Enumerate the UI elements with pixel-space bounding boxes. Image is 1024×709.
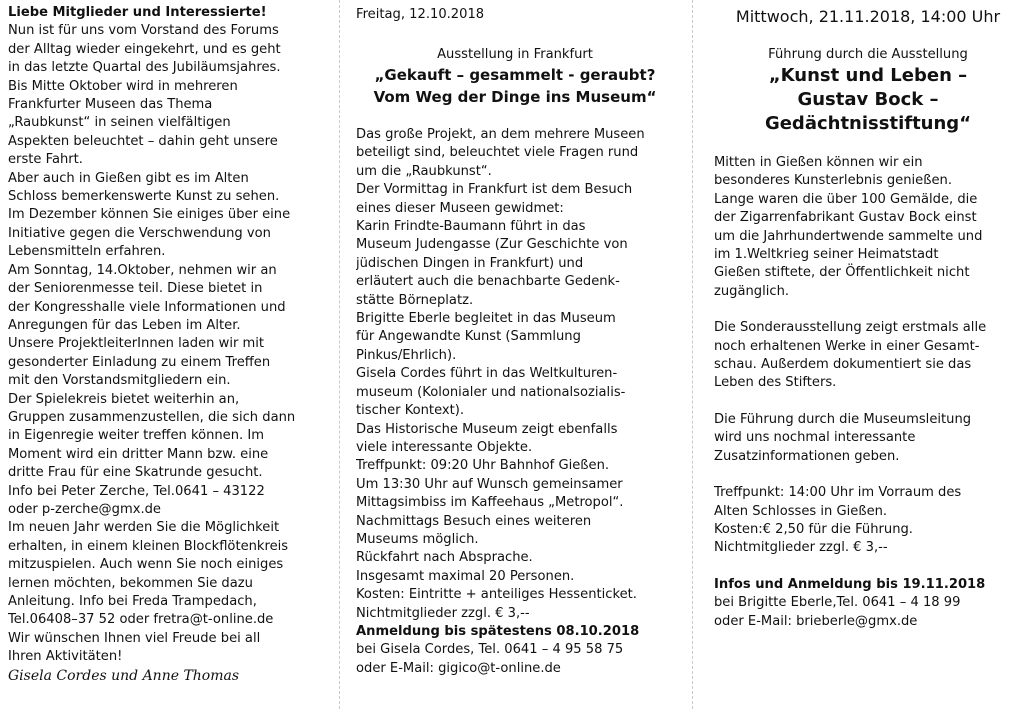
event-guide-paragraph: Die Führung durch die Museumsleitung wird uns nochmal interessante Zusatzinformationen geben.	[714, 411, 972, 464]
event-registration	[714, 576, 1022, 631]
event-title: „Gekauft – gesammelt - geraubt? Vom Weg der Dinge ins Museum“	[373, 66, 657, 106]
event-kind: Führung durch die Ausstellung	[768, 47, 968, 62]
letter-greeting: Liebe Mitglieder und Interessierte!	[8, 5, 267, 20]
event-exhibition-paragraph: Die Sonderausstellung zeigt erstmals alle noch erhaltenen Werke in einer Gesamt- schau. Außerdem dokumentiert sie das Leben des Stifters.	[714, 320, 987, 391]
registration-heading: Anmeldung bis spätestens 08.10.2018	[356, 623, 640, 639]
column-newsletter-letter	[8, 0, 326, 709]
column-event-frankfurt	[356, 0, 674, 709]
letter-text	[8, 0, 326, 667]
event-meeting-paragraph: Treffpunkt: 14:00 Uhr im Vorraum des Alten Schlosses in Gießen. Kosten:€ 2,50 für die Führung. Nichtmitglieder zzgl. € 3,--	[714, 485, 962, 556]
event-title: „Kunst und Leben – Gustav Bock – Gedächtnisstiftung“	[764, 65, 972, 134]
column-event-giessen	[714, 0, 1022, 709]
column-divider-left	[339, 0, 340, 709]
event-datetime: Mittwoch, 21.11.2018, 14:00 Uhr	[735, 7, 1001, 26]
column-divider-right	[692, 0, 693, 709]
letter-body: Nun ist für uns vom Vorstand des Forums der Alltag wieder eingekehrt, und es geht in das letzte Quartal des Jubiläumsjahres. Bis Mitte Oktober wird in mehreren Frankfurter Museen das Thema „Raubkunst“ in seinen vielfältigen Aspekten beleuchtet – dahin geht unsere erste Fahrt. Aber auch in Gießen gibt es im Alten Schloss bemerkenswerte Kunst zu sehen. Im Dezember können Sie einiges über eine Initiative gegen die Verschwendung von Lebensmitteln erfahren. Am Sonntag, 14.Oktober, nehmen wir an der Seniorenmesse teil. Diese bietet in der Kongresshalle viele Informationen und Anregungen für das Leben im Alter. Unsere ProjektleiterInnen laden wir mit gesonderter Einladung zu einem Treffen mit den Vorstandsmitgliedern ein. Der Spielekreis bietet weiterhin an, Gruppen zusammenzustellen, die sich dann in Eigenregie weiter treffen können. Im Moment wird ein dritter Mann bzw. eine dritte Frau für eine Skatrunde gesucht. Info bei Peter Zerche, Tel.0641 – 43122 oder p-zerche@gmx.de Im neuen Jahr werden Sie die Möglichkeit erhalten, in einem kleinen Blockflötenkreis mitzuspielen. Auch wenn Sie noch einiges lernen möchten, bekommen Sie dazu Anleitung. Info bei Freda Trampedach, Tel.06408–37 52 oder fretra@t-online.de Wir wünschen Ihnen viel Freude bei all Ihren Aktivitäten!	[8, 23, 296, 665]
event-date: Freitag, 12.10.2018	[356, 7, 485, 22]
event-kind: Ausstellung in Frankfurt	[437, 47, 593, 62]
registration-contact: bei Brigitte Eberle,Tel. 0641 – 4 18 99 oder E-Mail: brieberle@gmx.de	[714, 595, 961, 629]
event-intro-paragraph: Mitten in Gießen können wir ein besonderes Kunsterlebnis genießen. Lange waren die über 100 Gemälde, die der Zigarrenfabrikant Gustav Bock einst um die Jahrhundertwende sammelte und im 1.Weltkrieg seiner Heimatstadt Gießen stiftete, der Öffentlichkeit nicht zugänglich.	[714, 155, 983, 299]
letter-signature: Gisela Cordes und Anne Thomas	[8, 667, 240, 684]
registration-heading: Infos und Anmeldung bis 19.11.2018	[714, 576, 986, 592]
event-registration	[356, 623, 674, 678]
event-description: Das große Projekt, an dem mehrere Museen beteiligt sind, beleuchtet viele Fragen rund um die „Raubkunst“. Der Vormittag in Frankfurt ist dem Besuch eines dieser Museen gewidmet: Karin Frindte-Baumann führt in das Museum Judengasse (Zur Geschichte von jüdischen Dingen in Frankfurt) und erläutert auch die benachbarte Gedenk- stätte Börneplatz. Brigitte Eberle begleitet in das Museum für Angewandte Kunst (Sammlung Pinkus/Ehrlich). Gisela Cordes führt in das Weltkulturen- museum (Kolonialer und nationalsozialis- tischer Kontext). Das Historische Museum zeigt ebenfalls viele interessante Objekte. Treffpunkt: 09:20 Uhr Bahnhof Gießen. Um 13:30 Uhr auf Wunsch gemeinsamer Mittagsimbiss im Kaffeehaus „Metropol“. Nachmittags Besuch eines weiteren Museums möglich. Rückfahrt nach Absprache. Insgesamt maximal 20 Personen. Kosten: Eintritte + anteiliges Hessenticket. Nichtmitglieder zzgl. € 3,--	[356, 127, 645, 621]
registration-contact: bei Gisela Cordes, Tel. 0641 – 4 95 58 75 oder E-Mail: gigico@t-online.de	[356, 642, 624, 676]
